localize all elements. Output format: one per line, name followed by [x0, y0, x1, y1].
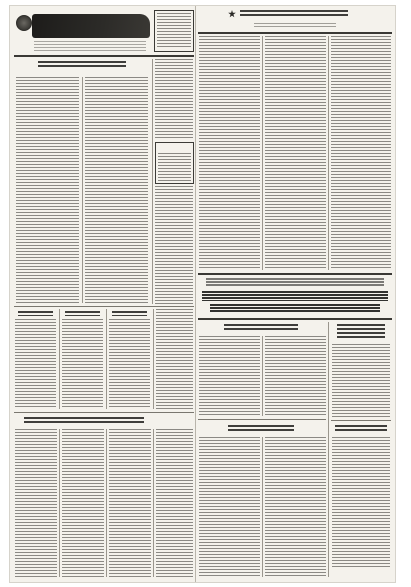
- lead-article-heading-bar: [38, 61, 126, 68]
- right-article-2: [331, 322, 391, 418]
- bulletin-col-2: [265, 36, 326, 270]
- lead-article: [14, 59, 150, 304]
- right-article-2-heading-bar: [337, 324, 385, 340]
- bottom-col-rule-2: [106, 429, 107, 577]
- lower-col-rule-2: [106, 309, 107, 409]
- newspaper-sheet: [10, 6, 395, 582]
- issue-info-box: [154, 10, 194, 52]
- right-article-4-heading-bar: [228, 425, 294, 433]
- right-article-4-col-2: [265, 437, 326, 577]
- banner-headline-line-3-bar: [210, 304, 380, 313]
- right-top-col-rule-2: [328, 36, 329, 270]
- lower-article-3-heading-bar: [112, 311, 147, 316]
- right-article-3-signature: [335, 569, 389, 576]
- banner-top-rule: [198, 273, 392, 275]
- emblem-icon: [16, 15, 32, 31]
- right-article-3-text: [332, 437, 390, 569]
- left-col-4-text: [155, 59, 193, 139]
- left-page-mid-rule: [14, 306, 194, 307]
- lead-article-subheading: [18, 70, 146, 76]
- issue-price: [157, 42, 191, 48]
- right-article-1: [198, 322, 326, 416]
- issue-info: [157, 25, 191, 39]
- page-fold: [195, 6, 196, 582]
- right-col-rule-a: [331, 420, 391, 421]
- bulletin-rule: [198, 32, 392, 34]
- newspaper-subtitle-lines: [34, 41, 146, 51]
- right-article-4-col-rule: [262, 437, 263, 577]
- lower-article-1-text: [15, 319, 56, 409]
- lead-article-col-1: [16, 77, 79, 303]
- bottom-col-rule-1: [59, 429, 60, 577]
- lower-article-3-text: [109, 319, 150, 409]
- lower-article-3: [108, 309, 151, 409]
- right-top-col-rule-1: [262, 36, 263, 270]
- bottom-col-rule-3: [153, 429, 154, 577]
- banner-headline: [198, 276, 392, 316]
- lower-col-4-text: [156, 309, 193, 409]
- left-page: [14, 8, 194, 578]
- masthead: [14, 8, 194, 54]
- right-article-1-col-2: [265, 336, 326, 416]
- right-article-4-col-1: [199, 437, 260, 577]
- bulletin-subheading-lines: [254, 23, 336, 28]
- lead-article-col-2: [85, 77, 148, 303]
- lower-article-1: [14, 309, 57, 409]
- bulletin-heading-bar: [240, 10, 348, 18]
- bottom-article-col-1: [15, 429, 57, 577]
- right-article-1-heading-bar: [224, 324, 298, 332]
- banner-bottom-rule: [198, 318, 392, 320]
- bulletin-col-3: [331, 36, 391, 270]
- newspaper-name: [36, 14, 148, 38]
- right-article-3-heading-bar: [335, 425, 387, 433]
- lower-article-1-heading-bar: [18, 311, 53, 316]
- boxed-notice-text: [158, 153, 191, 181]
- left-page-lower-rule: [14, 412, 194, 413]
- lower-col-rule-3: [153, 309, 154, 409]
- bulletin-col-1: [199, 36, 260, 270]
- bottom-article-col-2: [62, 429, 104, 577]
- lower-col-rule-1: [59, 309, 60, 409]
- right-article-4: [198, 423, 326, 577]
- lower-article-2: [61, 309, 104, 409]
- right-page: [198, 8, 392, 578]
- bottom-article-col-4: [156, 429, 193, 577]
- star-icon: [228, 10, 236, 18]
- banner-headline-line-1-bar: [206, 278, 384, 286]
- right-article-3: [331, 423, 391, 577]
- masthead-rule: [14, 55, 194, 57]
- right-lower-mid-rule: [198, 419, 326, 420]
- right-lower-col-rule: [328, 322, 329, 577]
- banner-headline-line-2-bar: [202, 291, 388, 301]
- bottom-article-col-3: [109, 429, 151, 577]
- bottom-article: [14, 415, 194, 577]
- lower-article-2-heading-bar: [65, 311, 100, 316]
- lower-article-2-text: [62, 319, 103, 409]
- right-article-1-col-1: [199, 336, 260, 416]
- boxed-notice: [155, 142, 194, 184]
- left-column-rule-3: [152, 59, 153, 304]
- right-article-1-col-rule: [262, 336, 263, 416]
- lead-article-col-rule: [82, 77, 83, 303]
- bottom-article-heading-bar: [24, 417, 144, 425]
- left-col-4-text-lower: [155, 186, 193, 304]
- right-article-2-text: [332, 344, 390, 418]
